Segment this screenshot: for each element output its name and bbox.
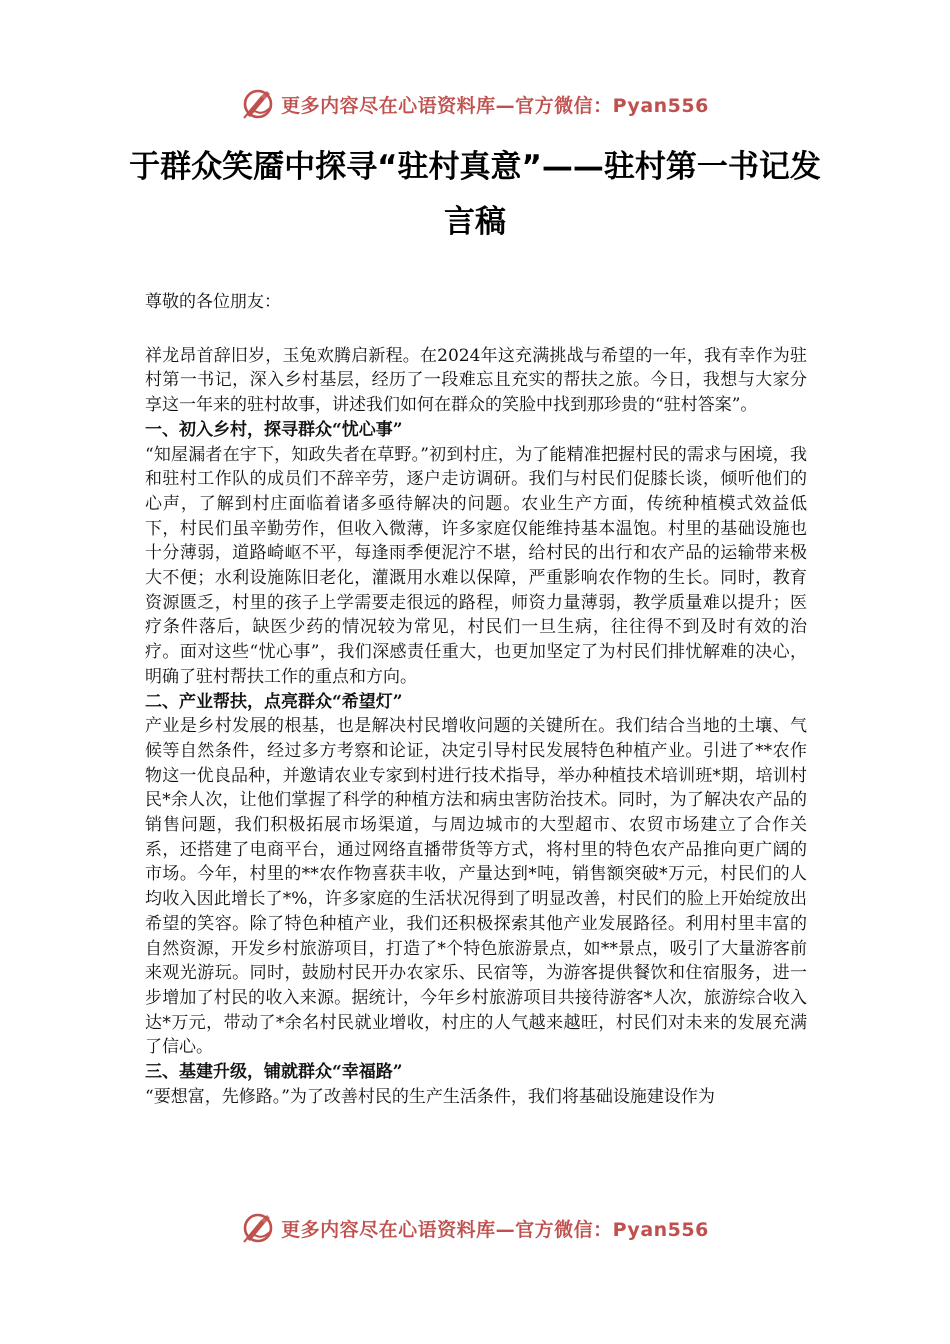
intro-paragraph: 祥龙昂首辞旧岁，玉兔欢腾启新程。在2024年这充满挑战与希望的一年，我有幸作为驻村第一书记，深入乡村基层，经历了一段难忘且充实的帮扶之旅。今日，我想与大家分享这一年来的驻村故事，讲述我们如何在群众的笑脸中找到那珍贵的“驻村答案”。 [145, 345, 807, 416]
section-heading: 三、基建升级，铺就群众“幸福路” [145, 1062, 403, 1083]
watermark-text: 更多内容尽在心语资料库—官方微信：Pyan556 [281, 1218, 709, 1241]
watermark-text: 更多内容尽在心语资料库—官方微信：Pyan556 [281, 94, 709, 117]
document-title: 于群众笑靥中探寻“驻村真意”——驻村第一书记发言稿 [129, 149, 821, 240]
document-body [145, 290, 807, 1110]
pen-ribbon-logo-icon [241, 1211, 275, 1245]
pen-ribbon-logo-icon [241, 87, 275, 121]
salutation: 尊敬的各位朋友： [145, 292, 281, 312]
section-paragraph: “要想富，先修路。”为了改善村民的生产生活条件，我们将基础设施建设作为 [145, 1086, 715, 1107]
section-heading: 一、初入乡村，探寻群众“忧心事” [145, 419, 403, 440]
section-paragraph: “知屋漏者在宇下，知政失者在草野。”初到村庄，为了能精准把握村民的需求与困境，我和驻村工作队的成员们不辞辛劳，逐户走访调研。我们与村民们促膝长谈，倾听他们的心声，了解到村庄面临着诸多亟待解决的问题。农业生产方面，传统种植模式效益低下，村民们虽辛勤劳作，但收入微薄，许多家庭仅能维持基本温饱。村里的基础设施也十分薄弱，道路崎岖不平，每逢雨季便泥泞不堪，给村民的出行和农产品的运输带来极大不便；水利设施陈旧老化，灌溉用水难以保障，严重影响农作物的生长。同时，教育资源匮乏，村里的孩子上学需要走很远的路程，师资力量薄弱，教学质量难以提升；医疗条件落后，缺医少药的情况较为常见，村民们一旦生病，往往得不到及时有效的治疗。面对这些“忧心事”，我们深感责任重大，也更加坚定了为村民们排忧解难的决心，明确了驻村帮扶工作的重点和方向。 [145, 444, 807, 687]
header-watermark [0, 84, 950, 124]
section-heading: 二、产业帮扶，点亮群众“希望灯” [145, 691, 403, 712]
footer-watermark [0, 1208, 950, 1248]
section-paragraph: 产业是乡村发展的根基，也是解决村民增收问题的关键所在。我们结合当地的土壤、气候等自然条件，经过多方考察和论证，决定引导村民发展特色种植产业。引进了**农作物这一优良品种，并邀请农业专家到村进行技术指导，举办种植技术培训班*期，培训村民*余人次，让他们掌握了科学的种植方法和病虫害防治技术。同时，为了解决农产品的销售问题，我们积极拓展市场渠道，与周边城市的大型超市、农贸市场建立了合作关系，还搭建了电商平台，通过网络直播带货等方式，将村里的特色农产品推向更广阔的市场。今年，村里的**农作物喜获丰收，产量达到*吨，销售额突破*万元，村民们的人均收入因此增长了*%，许多家庭的生活状况得到了明显改善，村民们的脸上开始绽放出希望的笑容。除了特色种植产业，我们还积极探索其他产业发展路径。利用村里丰富的自然资源，开发乡村旅游项目，打造了*个特色旅游景点，如**景点，吸引了大量游客前来观光游玩。同时，鼓励村民开办农家乐、民宿等，为游客提供餐饮和住宿服务，进一步增加了村民的收入来源。据统计，今年乡村旅游项目共接待游客*人次，旅游综合收入达*万元，带动了*余名村民就业增收，村庄的人气越来越旺，村民们对未来的发展充满了信心。 [145, 716, 807, 1058]
